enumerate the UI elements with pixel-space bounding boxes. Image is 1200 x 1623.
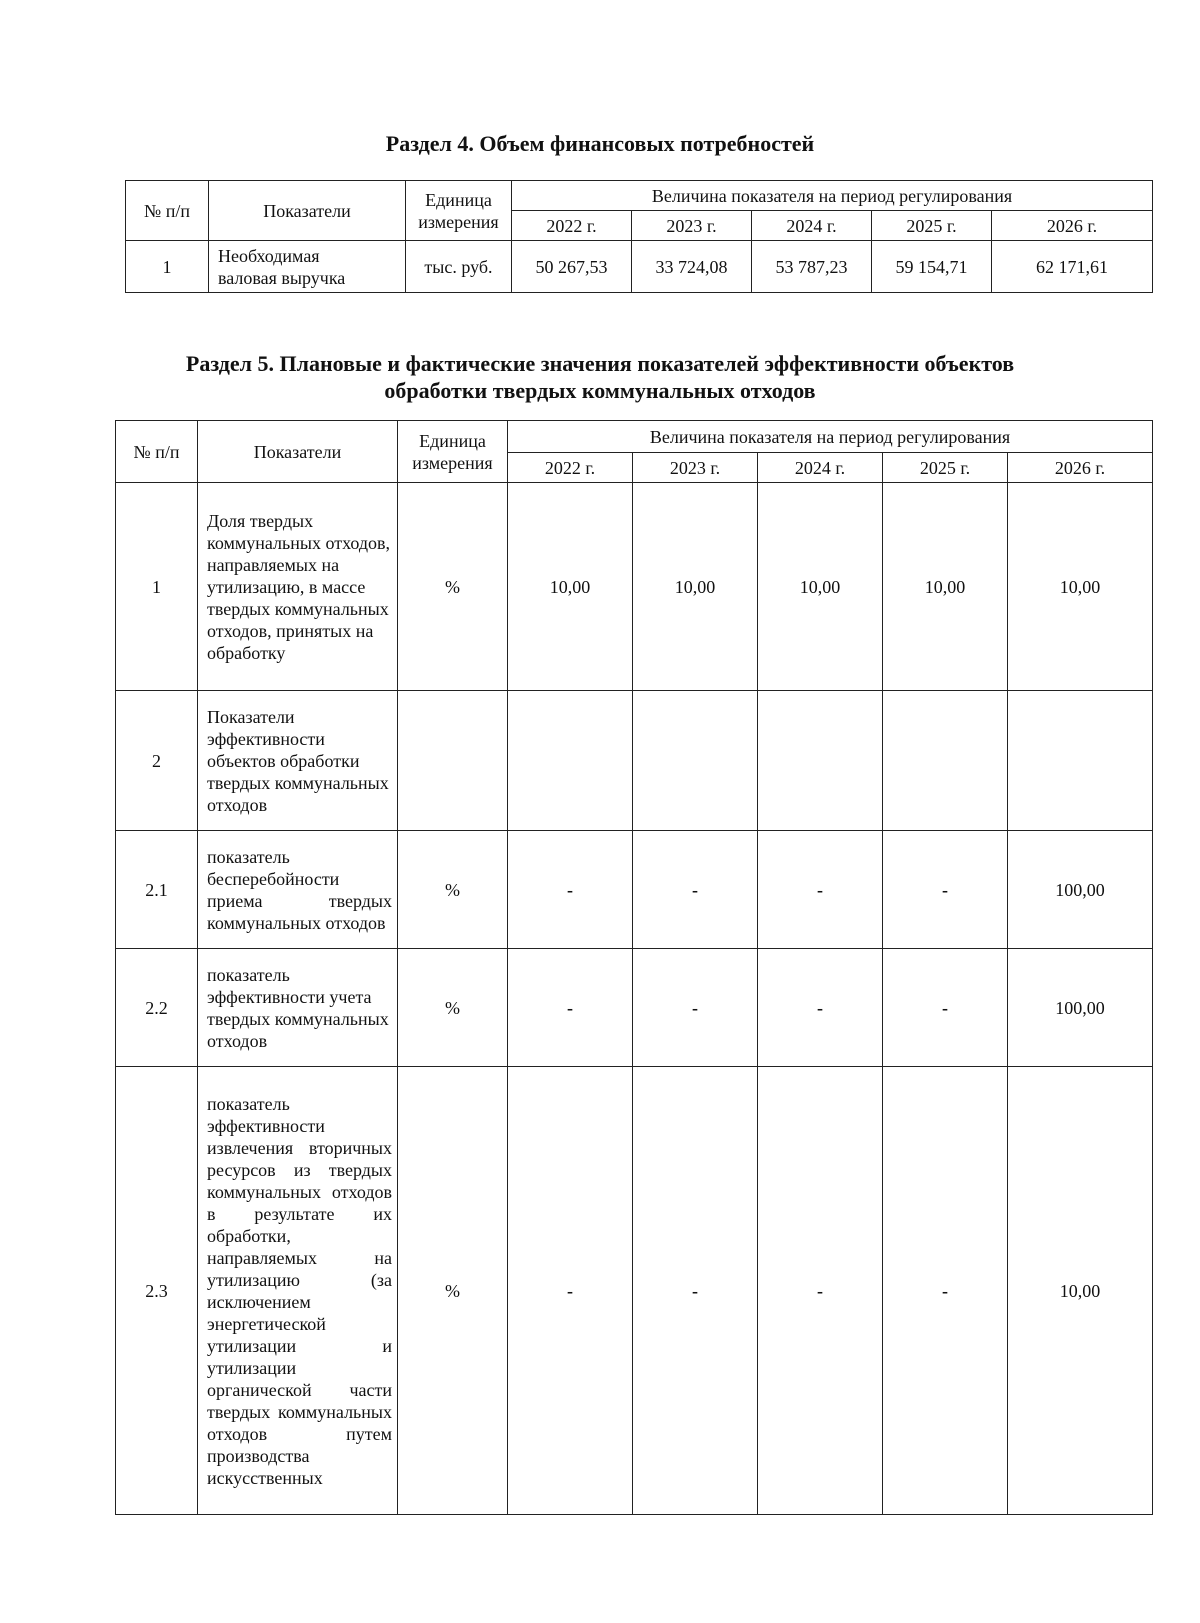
value-2025: - xyxy=(883,831,1008,949)
row-unit: % xyxy=(398,483,508,691)
value-2026: 10,00 xyxy=(1008,1067,1153,1515)
year-2026: 2026 г. xyxy=(992,211,1153,241)
value-2026: 100,00 xyxy=(1008,831,1153,949)
row-num: 2.2 xyxy=(116,949,198,1067)
year-2022: 2022 г. xyxy=(512,211,632,241)
year-2023: 2023 г. xyxy=(632,211,752,241)
header-unit-line1: Единица xyxy=(419,430,486,451)
value-2026: 10,00 xyxy=(1008,483,1153,691)
year-2025: 2025 г. xyxy=(883,453,1008,483)
year-2025: 2025 г. xyxy=(872,211,992,241)
header-period: Величина показателя на период регулирования xyxy=(508,421,1153,453)
value-2025 xyxy=(883,691,1008,831)
value-2026: 100,00 xyxy=(1008,949,1153,1067)
value-2024: - xyxy=(758,949,883,1067)
header-indicators: Показатели xyxy=(198,421,398,483)
row-indicator-line1: Необходимая xyxy=(218,245,320,266)
row-num: 2.1 xyxy=(116,831,198,949)
section-4-title: Раздел 4. Объем финансовых потребностей xyxy=(385,131,815,156)
row-indicator: показатель эффективности учета твердых коммунальных отходов xyxy=(198,949,398,1067)
row-indicator: показатель бесперебойности приема твердых коммунальных отходов xyxy=(198,831,398,949)
table-row xyxy=(116,691,1153,831)
row-unit: тыс. руб. xyxy=(406,241,512,293)
header-unit-line1: Единица xyxy=(425,189,492,210)
year-2022: 2022 г. xyxy=(508,453,633,483)
efficiency-indicators-table xyxy=(115,420,1153,1515)
row-unit: % xyxy=(398,949,508,1067)
value-2023: 33 724,08 xyxy=(632,241,752,293)
section-5-title xyxy=(0,350,1200,404)
row-indicator: показатель эффективности извлечения вторичных ресурсов из твердых коммунальных отходов в результате их обработки, направляемых на утилизацию (за исключением энергетической утилизации и утилизации органической части твердых коммунальных отходов путем производства искусственных xyxy=(198,1067,398,1515)
row-num: 2 xyxy=(116,691,198,831)
value-2023: 10,00 xyxy=(633,483,758,691)
value-2022: - xyxy=(508,949,633,1067)
value-2024 xyxy=(758,691,883,831)
year-2024: 2024 г. xyxy=(752,211,872,241)
header-indicators: Показатели xyxy=(209,181,406,241)
value-2022: - xyxy=(508,831,633,949)
header-unit xyxy=(398,421,508,483)
table-row xyxy=(116,483,1153,691)
value-2026: 62 171,61 xyxy=(992,241,1153,293)
table-row xyxy=(116,831,1153,949)
value-2025: - xyxy=(883,949,1008,1067)
row-indicator xyxy=(209,241,406,293)
value-2025: 59 154,71 xyxy=(872,241,992,293)
row-indicator: Показатели эффективности объектов обработки твердых коммунальных отходов xyxy=(198,691,398,831)
value-2022: - xyxy=(508,1067,633,1515)
header-unit-line2: измерения xyxy=(412,452,493,473)
year-2023: 2023 г. xyxy=(633,453,758,483)
value-2025: - xyxy=(883,1067,1008,1515)
row-unit xyxy=(398,691,508,831)
value-2022: 50 267,53 xyxy=(512,241,632,293)
year-2024: 2024 г. xyxy=(758,453,883,483)
value-2024: - xyxy=(758,831,883,949)
value-2023: - xyxy=(633,949,758,1067)
header-num: № п/п xyxy=(116,421,198,483)
value-2024: 53 787,23 xyxy=(752,241,872,293)
row-num: 1 xyxy=(116,483,198,691)
header-row xyxy=(126,181,1153,211)
row-indicator-line2: валовая выручка xyxy=(218,267,346,288)
value-2023: - xyxy=(633,831,758,949)
value-2025: 10,00 xyxy=(883,483,1008,691)
value-2026 xyxy=(1008,691,1153,831)
value-2022: 10,00 xyxy=(508,483,633,691)
header-period: Величина показателя на период регулирования xyxy=(512,181,1153,211)
header-num: № п/п xyxy=(126,181,209,241)
year-2026: 2026 г. xyxy=(1008,453,1153,483)
value-2024: - xyxy=(758,1067,883,1515)
value-2023 xyxy=(633,691,758,831)
value-2022 xyxy=(508,691,633,831)
financial-needs-table xyxy=(125,180,1153,293)
section-5-title-line2: обработки твердых коммунальных отходов xyxy=(384,378,816,403)
section-5-title-line1: Раздел 5. Плановые и фактические значения показателей эффективности объектов xyxy=(185,351,1015,376)
table-row xyxy=(116,949,1153,1067)
table-row xyxy=(126,241,1153,293)
header-unit xyxy=(406,181,512,241)
row-unit: % xyxy=(398,1067,508,1515)
table-row xyxy=(116,1067,1153,1515)
row-num: 2.3 xyxy=(116,1067,198,1515)
value-2023: - xyxy=(633,1067,758,1515)
value-2024: 10,00 xyxy=(758,483,883,691)
header-row xyxy=(116,421,1153,453)
header-unit-line2: измерения xyxy=(418,211,499,232)
row-indicator: Доля твердых коммунальных отходов, направляемых на утилизацию, в массе твердых коммунальных отходов, принятых на обработку xyxy=(198,483,398,691)
row-num: 1 xyxy=(126,241,209,293)
row-unit: % xyxy=(398,831,508,949)
